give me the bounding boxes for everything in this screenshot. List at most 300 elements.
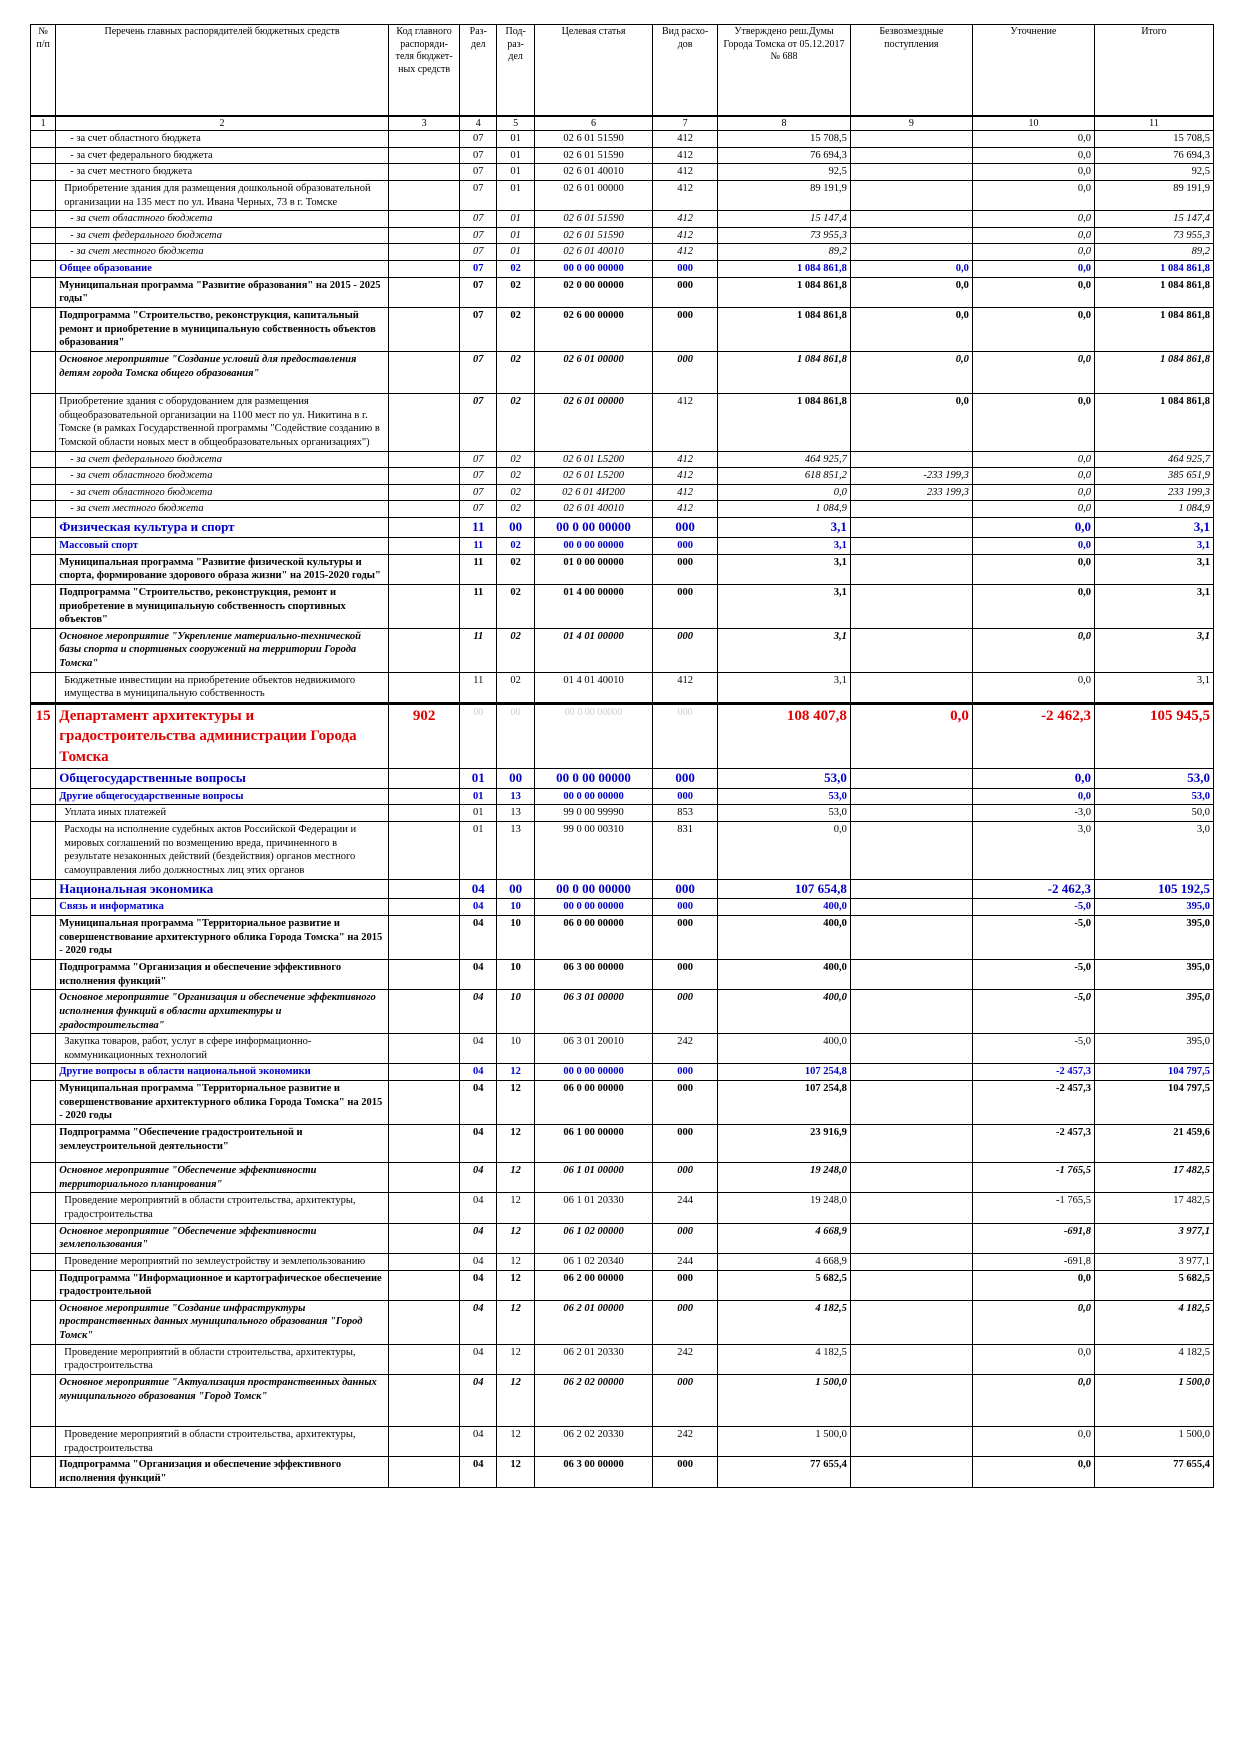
table-row bbox=[31, 277, 1214, 307]
table-row bbox=[31, 1374, 1214, 1426]
cell-approved-amount: 3,1 bbox=[718, 554, 851, 584]
cell-row-number bbox=[31, 916, 56, 960]
cell-approved-amount: 400,0 bbox=[718, 899, 851, 916]
cell-adjustment: 0,0 bbox=[972, 518, 1094, 538]
cell-approved-amount: 4 668,9 bbox=[718, 1253, 851, 1270]
cell-section: 07 bbox=[460, 180, 497, 210]
cell-row-number bbox=[31, 821, 56, 879]
cell-total: 17 482,5 bbox=[1094, 1193, 1213, 1223]
cell-expense-type: 853 bbox=[652, 805, 717, 822]
cell-approved-amount: 19 248,0 bbox=[718, 1193, 851, 1223]
cell-item-name: - за счет федерального бюджета bbox=[56, 147, 389, 164]
table-row bbox=[31, 451, 1214, 468]
table-row bbox=[31, 351, 1214, 393]
header-free-receipts: Безвозмездные поступления bbox=[850, 25, 972, 117]
cell-total: 1 084,9 bbox=[1094, 501, 1213, 518]
cell-total: 50,0 bbox=[1094, 805, 1213, 822]
cell-row-number bbox=[31, 1426, 56, 1456]
cell-expense-type: 000 bbox=[652, 1064, 717, 1081]
cell-item-name: Расходы на исполнение судебных актов Российской Федерации и мировых соглашений по возмещению вреда, причиненного в результате незаконных действий (бездействия) органов местного самоуправления либо должностных лиц этих органов bbox=[56, 821, 389, 879]
cell-target-article: 06 3 01 00000 bbox=[535, 990, 653, 1034]
cell-free-receipts: 233 199,3 bbox=[850, 484, 972, 501]
cell-expense-type: 000 bbox=[652, 1457, 717, 1487]
header-subsection: Под-раз-дел bbox=[497, 25, 535, 117]
col-number: 8 bbox=[718, 116, 851, 131]
cell-subsection: 12 bbox=[497, 1457, 535, 1487]
cell-adjustment: -5,0 bbox=[972, 916, 1094, 960]
cell-free-receipts bbox=[850, 1223, 972, 1253]
cell-row-number bbox=[31, 501, 56, 518]
cell-admin-code bbox=[388, 351, 460, 393]
cell-adjustment: 0,0 bbox=[972, 393, 1094, 451]
cell-approved-amount: 23 916,9 bbox=[718, 1125, 851, 1163]
cell-expense-type: 412 bbox=[652, 468, 717, 485]
cell-item-name: - за счет федерального бюджета bbox=[56, 227, 389, 244]
cell-adjustment: -5,0 bbox=[972, 899, 1094, 916]
cell-row-number bbox=[31, 768, 56, 788]
cell-admin-code bbox=[388, 821, 460, 879]
cell-expense-type: 000 bbox=[652, 351, 717, 393]
cell-subsection: 13 bbox=[497, 805, 535, 822]
cell-adjustment: 0,0 bbox=[972, 1344, 1094, 1374]
cell-row-number bbox=[31, 164, 56, 181]
cell-free-receipts bbox=[850, 1163, 972, 1193]
cell-section: 01 bbox=[460, 768, 497, 788]
cell-free-receipts bbox=[850, 451, 972, 468]
cell-section: 04 bbox=[460, 1223, 497, 1253]
cell-adjustment: 0,0 bbox=[972, 261, 1094, 278]
cell-expense-type: 244 bbox=[652, 1253, 717, 1270]
cell-target-article: 00 0 00 00000 bbox=[535, 537, 653, 554]
cell-section: 07 bbox=[460, 277, 497, 307]
cell-target-article: 06 2 01 20330 bbox=[535, 1344, 653, 1374]
cell-approved-amount: 15 147,4 bbox=[718, 211, 851, 228]
cell-total: 1 084 861,8 bbox=[1094, 261, 1213, 278]
cell-admin-code bbox=[388, 672, 460, 703]
cell-target-article: 06 1 02 00000 bbox=[535, 1223, 653, 1253]
cell-target-article: 01 4 01 00000 bbox=[535, 628, 653, 672]
cell-approved-amount: 5 682,5 bbox=[718, 1270, 851, 1300]
cell-target-article: 02 6 01 40010 bbox=[535, 244, 653, 261]
cell-subsection: 10 bbox=[497, 899, 535, 916]
cell-subsection: 00 bbox=[497, 879, 535, 899]
cell-expense-type: 000 bbox=[652, 768, 717, 788]
cell-free-receipts: 0,0 bbox=[850, 351, 972, 393]
cell-free-receipts bbox=[850, 1374, 972, 1426]
col-number: 3 bbox=[388, 116, 460, 131]
table-row bbox=[31, 308, 1214, 352]
cell-expense-type: 000 bbox=[652, 1223, 717, 1253]
cell-free-receipts bbox=[850, 501, 972, 518]
table-row bbox=[31, 959, 1214, 989]
cell-subsection: 02 bbox=[497, 501, 535, 518]
cell-admin-code bbox=[388, 1163, 460, 1193]
cell-total: 3 977,1 bbox=[1094, 1223, 1213, 1253]
cell-total: 1 084 861,8 bbox=[1094, 277, 1213, 307]
cell-expense-type: 000 bbox=[652, 916, 717, 960]
cell-admin-code bbox=[388, 147, 460, 164]
cell-section: 07 bbox=[460, 244, 497, 261]
cell-approved-amount: 464 925,7 bbox=[718, 451, 851, 468]
cell-row-number bbox=[31, 554, 56, 584]
cell-expense-type: 000 bbox=[652, 1125, 717, 1163]
cell-row-number bbox=[31, 393, 56, 451]
cell-row-number: 15 bbox=[31, 704, 56, 769]
cell-free-receipts bbox=[850, 879, 972, 899]
cell-admin-code bbox=[388, 261, 460, 278]
cell-approved-amount: 89 191,9 bbox=[718, 180, 851, 210]
header-name: Перечень главных распорядителей бюджетных средств bbox=[56, 25, 389, 117]
cell-expense-type: 000 bbox=[652, 261, 717, 278]
cell-free-receipts bbox=[850, 584, 972, 628]
cell-adjustment: -2 457,3 bbox=[972, 1081, 1094, 1125]
cell-section: 11 bbox=[460, 537, 497, 554]
cell-admin-code bbox=[388, 959, 460, 989]
cell-total: 53,0 bbox=[1094, 788, 1213, 805]
cell-expense-type: 000 bbox=[652, 628, 717, 672]
cell-admin-code bbox=[388, 1064, 460, 1081]
cell-row-number bbox=[31, 180, 56, 210]
cell-free-receipts bbox=[850, 211, 972, 228]
cell-target-article: 06 0 00 00000 bbox=[535, 916, 653, 960]
cell-item-name: - за счет областного бюджета bbox=[56, 131, 389, 148]
cell-approved-amount: 400,0 bbox=[718, 990, 851, 1034]
cell-admin-code bbox=[388, 1193, 460, 1223]
cell-total: 53,0 bbox=[1094, 768, 1213, 788]
table-header-row bbox=[31, 25, 1214, 117]
cell-section: 04 bbox=[460, 1125, 497, 1163]
cell-adjustment: 0,0 bbox=[972, 468, 1094, 485]
cell-free-receipts bbox=[850, 131, 972, 148]
table-row bbox=[31, 821, 1214, 879]
cell-item-name: Основное мероприятие "Создание условий для предоставления детям города Томска общего образования" bbox=[56, 351, 389, 393]
cell-admin-code bbox=[388, 227, 460, 244]
cell-row-number bbox=[31, 518, 56, 538]
cell-approved-amount: 0,0 bbox=[718, 484, 851, 501]
table-row bbox=[31, 879, 1214, 899]
cell-item-name: - за счет местного бюджета bbox=[56, 164, 389, 181]
cell-section: 04 bbox=[460, 990, 497, 1034]
cell-total: 464 925,7 bbox=[1094, 451, 1213, 468]
cell-target-article: 02 6 01 L5200 bbox=[535, 451, 653, 468]
cell-subsection: 13 bbox=[497, 821, 535, 879]
cell-adjustment: 0,0 bbox=[972, 628, 1094, 672]
cell-total: 4 182,5 bbox=[1094, 1344, 1213, 1374]
cell-item-name: Приобретение здания с оборудованием для размещения общеобразовательной организации на 1100 мест по ул. Никитина в г. Томске (в рамках Государственной программы "Содействие созданию в Томской области новых мест в общеобразовательных организациях") bbox=[56, 393, 389, 451]
cell-expense-type: 412 bbox=[652, 211, 717, 228]
cell-approved-amount: 108 407,8 bbox=[718, 704, 851, 769]
cell-free-receipts bbox=[850, 554, 972, 584]
cell-free-receipts bbox=[850, 788, 972, 805]
cell-subsection: 10 bbox=[497, 990, 535, 1034]
cell-subsection: 12 bbox=[497, 1374, 535, 1426]
cell-adjustment: -5,0 bbox=[972, 1034, 1094, 1064]
cell-section: 01 bbox=[460, 821, 497, 879]
cell-free-receipts bbox=[850, 990, 972, 1034]
cell-adjustment: 0,0 bbox=[972, 131, 1094, 148]
cell-target-article: 06 2 02 20330 bbox=[535, 1426, 653, 1456]
cell-approved-amount: 92,5 bbox=[718, 164, 851, 181]
cell-free-receipts bbox=[850, 1034, 972, 1064]
cell-row-number bbox=[31, 468, 56, 485]
cell-admin-code bbox=[388, 501, 460, 518]
cell-section: 04 bbox=[460, 1081, 497, 1125]
cell-approved-amount: 4 668,9 bbox=[718, 1223, 851, 1253]
cell-expense-type: 412 bbox=[652, 393, 717, 451]
col-number: 1 bbox=[31, 116, 56, 131]
cell-admin-code bbox=[388, 768, 460, 788]
table-row bbox=[31, 1457, 1214, 1487]
cell-target-article: 01 4 00 00000 bbox=[535, 584, 653, 628]
cell-subsection: 12 bbox=[497, 1253, 535, 1270]
cell-target-article: 02 6 01 51590 bbox=[535, 211, 653, 228]
cell-total: 5 682,5 bbox=[1094, 1270, 1213, 1300]
cell-target-article: 02 6 01 00000 bbox=[535, 393, 653, 451]
cell-free-receipts bbox=[850, 1270, 972, 1300]
cell-admin-code bbox=[388, 468, 460, 485]
cell-item-name: Подпрограмма "Обеспечение градостроительной и землеустроительной деятельности" bbox=[56, 1125, 389, 1163]
cell-free-receipts: 0,0 bbox=[850, 261, 972, 278]
table-row bbox=[31, 164, 1214, 181]
cell-subsection: 02 bbox=[497, 484, 535, 501]
cell-free-receipts bbox=[850, 899, 972, 916]
cell-section: 07 bbox=[460, 393, 497, 451]
cell-total: 15 708,5 bbox=[1094, 131, 1213, 148]
cell-expense-type: 412 bbox=[652, 501, 717, 518]
cell-target-article: 02 0 00 00000 bbox=[535, 277, 653, 307]
table-row bbox=[31, 1163, 1214, 1193]
cell-admin-code bbox=[388, 1344, 460, 1374]
table-row bbox=[31, 1193, 1214, 1223]
cell-row-number bbox=[31, 628, 56, 672]
cell-approved-amount: 1 084 861,8 bbox=[718, 261, 851, 278]
cell-total: 3 977,1 bbox=[1094, 1253, 1213, 1270]
cell-approved-amount: 1 084 861,8 bbox=[718, 308, 851, 352]
table-row bbox=[31, 484, 1214, 501]
cell-adjustment: 0,0 bbox=[972, 180, 1094, 210]
cell-row-number bbox=[31, 805, 56, 822]
cell-section: 07 bbox=[460, 261, 497, 278]
table-row bbox=[31, 501, 1214, 518]
cell-section: 07 bbox=[460, 484, 497, 501]
cell-adjustment: 0,0 bbox=[972, 537, 1094, 554]
header-num: № п/п bbox=[31, 25, 56, 117]
cell-approved-amount: 3,1 bbox=[718, 518, 851, 538]
cell-item-name: - за счет областного бюджета bbox=[56, 211, 389, 228]
cell-adjustment: -1 765,5 bbox=[972, 1163, 1094, 1193]
cell-subsection: 01 bbox=[497, 180, 535, 210]
cell-item-name: Муниципальная программа "Территориальное развитие и совершенствование архитектурного облика Города Томска" на 2015 - 2020 годы bbox=[56, 1081, 389, 1125]
header-adjustment: Уточнение bbox=[972, 25, 1094, 117]
cell-subsection: 01 bbox=[497, 147, 535, 164]
cell-free-receipts bbox=[850, 1081, 972, 1125]
cell-item-name: Общее образование bbox=[56, 261, 389, 278]
cell-item-name: Проведение мероприятий в области строительства, архитектуры, градостроительства bbox=[56, 1193, 389, 1223]
cell-total: 3,1 bbox=[1094, 518, 1213, 538]
cell-target-article: 99 0 00 99990 bbox=[535, 805, 653, 822]
cell-section: 07 bbox=[460, 451, 497, 468]
cell-total: 1 084 861,8 bbox=[1094, 393, 1213, 451]
cell-item-name: Подпрограмма "Строительство, реконструкция, ремонт и приобретение в муниципальную собственность спортивных объектов" bbox=[56, 584, 389, 628]
cell-approved-amount: 107 254,8 bbox=[718, 1064, 851, 1081]
cell-section: 07 bbox=[460, 227, 497, 244]
table-row bbox=[31, 227, 1214, 244]
cell-approved-amount: 3,1 bbox=[718, 628, 851, 672]
cell-item-name: Физическая культура и спорт bbox=[56, 518, 389, 538]
cell-subsection: 02 bbox=[497, 308, 535, 352]
cell-section: 01 bbox=[460, 805, 497, 822]
cell-subsection: 01 bbox=[497, 131, 535, 148]
cell-adjustment: -2 457,3 bbox=[972, 1064, 1094, 1081]
cell-adjustment: 0,0 bbox=[972, 1457, 1094, 1487]
cell-expense-type: 000 bbox=[652, 990, 717, 1034]
cell-approved-amount: 19 248,0 bbox=[718, 1163, 851, 1193]
cell-expense-type: 000 bbox=[652, 899, 717, 916]
cell-approved-amount: 3,1 bbox=[718, 537, 851, 554]
cell-adjustment: -691,8 bbox=[972, 1223, 1094, 1253]
cell-row-number bbox=[31, 990, 56, 1034]
cell-adjustment: 0,0 bbox=[972, 501, 1094, 518]
cell-row-number bbox=[31, 1374, 56, 1426]
cell-free-receipts bbox=[850, 1426, 972, 1456]
cell-total: 3,1 bbox=[1094, 584, 1213, 628]
table-row bbox=[31, 1344, 1214, 1374]
cell-approved-amount: 3,1 bbox=[718, 584, 851, 628]
cell-total: 395,0 bbox=[1094, 1034, 1213, 1064]
col-number: 2 bbox=[56, 116, 389, 131]
table-row bbox=[31, 1270, 1214, 1300]
cell-expense-type: 000 bbox=[652, 584, 717, 628]
cell-admin-code: 902 bbox=[388, 704, 460, 769]
cell-target-article: 06 2 00 00000 bbox=[535, 1270, 653, 1300]
cell-target-article: 02 6 01 40010 bbox=[535, 164, 653, 181]
cell-approved-amount: 1 084 861,8 bbox=[718, 277, 851, 307]
cell-approved-amount: 15 708,5 bbox=[718, 131, 851, 148]
cell-admin-code bbox=[388, 1426, 460, 1456]
cell-target-article: 02 6 00 00000 bbox=[535, 308, 653, 352]
cell-row-number bbox=[31, 899, 56, 916]
cell-row-number bbox=[31, 584, 56, 628]
cell-section: 04 bbox=[460, 916, 497, 960]
cell-subsection: 02 bbox=[497, 393, 535, 451]
cell-subsection: 12 bbox=[497, 1193, 535, 1223]
cell-item-name: Подпрограмма "Организация и обеспечение эффективного исполнения функций" bbox=[56, 959, 389, 989]
cell-subsection: 02 bbox=[497, 451, 535, 468]
cell-adjustment: 0,0 bbox=[972, 451, 1094, 468]
table-row bbox=[31, 899, 1214, 916]
cell-total: 385 651,9 bbox=[1094, 468, 1213, 485]
cell-expense-type: 412 bbox=[652, 227, 717, 244]
cell-admin-code bbox=[388, 518, 460, 538]
cell-admin-code bbox=[388, 899, 460, 916]
cell-item-name: Проведение мероприятий в области строительства, архитектуры, градостроительства bbox=[56, 1344, 389, 1374]
cell-total: 73 955,3 bbox=[1094, 227, 1213, 244]
cell-item-name: Проведение мероприятий в области строительства, архитектуры, градостроительства bbox=[56, 1426, 389, 1456]
cell-admin-code bbox=[388, 1223, 460, 1253]
cell-total: 1 084 861,8 bbox=[1094, 351, 1213, 393]
col-number: 6 bbox=[535, 116, 653, 131]
cell-expense-type: 000 bbox=[652, 1374, 717, 1426]
table-row bbox=[31, 768, 1214, 788]
cell-adjustment: 0,0 bbox=[972, 164, 1094, 181]
header-target: Целевая статья bbox=[535, 25, 653, 117]
cell-subsection: 02 bbox=[497, 261, 535, 278]
cell-approved-amount: 1 084 861,8 bbox=[718, 351, 851, 393]
cell-row-number bbox=[31, 1163, 56, 1193]
cell-approved-amount: 4 182,5 bbox=[718, 1300, 851, 1344]
cell-expense-type: 000 bbox=[652, 788, 717, 805]
cell-expense-type: 000 bbox=[652, 1081, 717, 1125]
cell-admin-code bbox=[388, 916, 460, 960]
cell-row-number bbox=[31, 227, 56, 244]
cell-adjustment: 3,0 bbox=[972, 821, 1094, 879]
table-row bbox=[31, 554, 1214, 584]
cell-row-number bbox=[31, 451, 56, 468]
cell-approved-amount: 3,1 bbox=[718, 672, 851, 703]
cell-free-receipts bbox=[850, 1253, 972, 1270]
cell-adjustment: 0,0 bbox=[972, 147, 1094, 164]
cell-admin-code bbox=[388, 484, 460, 501]
cell-approved-amount: 107 654,8 bbox=[718, 879, 851, 899]
table-body bbox=[31, 131, 1214, 1488]
cell-target-article: 06 0 00 00000 bbox=[535, 1081, 653, 1125]
cell-target-article: 00 0 00 00000 bbox=[535, 788, 653, 805]
table-row bbox=[31, 1426, 1214, 1456]
cell-admin-code bbox=[388, 788, 460, 805]
cell-section: 01 bbox=[460, 788, 497, 805]
cell-expense-type: 000 bbox=[652, 704, 717, 769]
cell-row-number bbox=[31, 1344, 56, 1374]
cell-target-article: 02 6 01 L5200 bbox=[535, 468, 653, 485]
cell-expense-type: 412 bbox=[652, 164, 717, 181]
header-total: Итого bbox=[1094, 25, 1213, 117]
cell-section: 11 bbox=[460, 672, 497, 703]
cell-subsection: 02 bbox=[497, 277, 535, 307]
cell-adjustment: -2 462,3 bbox=[972, 879, 1094, 899]
cell-target-article: 06 1 01 20330 bbox=[535, 1193, 653, 1223]
cell-item-name: - за счет федерального бюджета bbox=[56, 451, 389, 468]
cell-section: 07 bbox=[460, 351, 497, 393]
cell-subsection: 12 bbox=[497, 1064, 535, 1081]
cell-adjustment: 0,0 bbox=[972, 244, 1094, 261]
cell-section: 07 bbox=[460, 468, 497, 485]
cell-total: 3,1 bbox=[1094, 628, 1213, 672]
cell-free-receipts: 0,0 bbox=[850, 308, 972, 352]
col-number: 11 bbox=[1094, 116, 1213, 131]
cell-total: 77 655,4 bbox=[1094, 1457, 1213, 1487]
cell-admin-code bbox=[388, 308, 460, 352]
cell-total: 395,0 bbox=[1094, 916, 1213, 960]
cell-section: 11 bbox=[460, 518, 497, 538]
cell-target-article: 00 0 00 00000 bbox=[535, 704, 653, 769]
cell-row-number bbox=[31, 244, 56, 261]
table-row bbox=[31, 1125, 1214, 1163]
cell-free-receipts bbox=[850, 1300, 972, 1344]
cell-total: 233 199,3 bbox=[1094, 484, 1213, 501]
cell-section: 07 bbox=[460, 308, 497, 352]
cell-admin-code bbox=[388, 805, 460, 822]
cell-expense-type: 000 bbox=[652, 537, 717, 554]
cell-total: 105 945,5 bbox=[1094, 704, 1213, 769]
header-approved: Утверждено реш.Думы Города Томска от 05.12.2017 № 688 bbox=[718, 25, 851, 117]
cell-subsection: 12 bbox=[497, 1270, 535, 1300]
cell-item-name: Основное мероприятие "Организация и обеспечение эффективного исполнения функций в области архитектуры и градостроительства" bbox=[56, 990, 389, 1034]
cell-total: 89 191,9 bbox=[1094, 180, 1213, 210]
cell-section: 04 bbox=[460, 1064, 497, 1081]
cell-target-article: 02 6 01 00000 bbox=[535, 351, 653, 393]
cell-item-name: Основное мероприятие "Актуализация пространственных данных муниципального образования "Город Томск" bbox=[56, 1374, 389, 1426]
cell-free-receipts bbox=[850, 1064, 972, 1081]
